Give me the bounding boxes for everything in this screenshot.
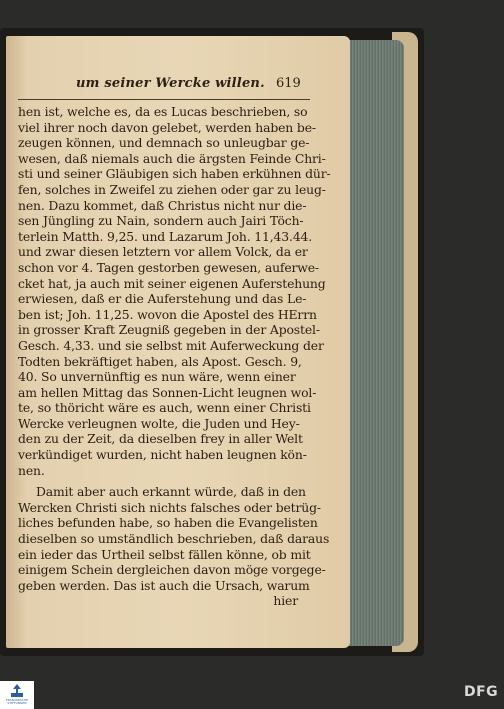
paragraph-1 [18,104,331,478]
running-head: um seiner Wercke willen. [76,76,265,91]
institution-name-line: FRANCKESCHE [5,698,29,702]
text-line: in grosser Kraft Zeugniß gegeben in der Apostel- [18,322,320,338]
text-line: liches befunden habe, so haben die Evangelisten [18,515,318,531]
text-line: dieselben so umständlich beschrieben, daß daraus [18,531,330,547]
institution-name-line: STIFTUNGEN [7,701,27,706]
page-number: 619 [276,76,301,91]
text-line: 40. So unvernünftig es nun wäre, wenn einer [18,369,296,385]
text-line: am hellen Mittag das Sonnen-Licht leugnen wol- [18,384,317,400]
text-line: ein ieder das Urtheil selbst fällen könne, ob mit [18,546,311,562]
dfg-logo: DFG [464,684,499,700]
text-line: cket hat, ja auch mit seiner eigenen Auferstehung [18,275,326,291]
text-line: Wercken Christi sich nichts falsches oder betrüg- [18,499,321,515]
franckesche-stiftungen-emblem-icon [4,683,30,699]
text-line: sti und seiner Gläubigen sich haben erkühnen dür- [18,166,331,182]
text-line: viel ihrer noch davon gelebet, werden haben be- [18,119,316,135]
page-header [18,74,304,104]
text-line: te, so thöricht wäre es auch, wenn einer Christi [18,400,311,416]
institution-name [2,699,32,706]
text-line: erwiesen, daß er die Auferstehung und das Le- [18,291,307,307]
catchword: hier [273,593,298,609]
institution-logo [0,681,34,709]
text-line: schon vor 4. Tagen gestorben gewesen, auferwe- [18,259,319,275]
text-line: ben ist; Joh. 11,25. wovon die Apostel des HErrn [18,306,317,322]
text-line: Gesch. 4,33. und sie selbst mit Auferweckung der [18,337,324,353]
text-line: terlein Matth. 9,25. und Lazarum Joh. 11,43.44. [18,228,313,244]
text-line: Todten bekräftiget haben, als Apost. Gesch. 9, [18,353,302,369]
book-page [6,36,350,648]
text-line: nen. Dazu kommet, daß Christus nicht nur die- [18,197,307,213]
text-line: nen. [18,462,45,478]
text-line: einigem Schein dergleichen davon möge vorgege- [18,562,326,578]
header-rule [18,99,310,100]
text-line: geben werden. Das ist auch die Ursach, warum [18,577,310,593]
text-line: verkündiget wurden, nicht haben leugnen kön- [18,447,307,463]
text-line: fen, solches in Zweifel zu ziehen oder gar zu leug- [18,181,326,197]
text-block [18,74,331,609]
text-line: Damit aber auch erkannt würde, daß in den [36,484,306,500]
text-line: den zu der Zeit, da dieselben frey in aller Welt [18,431,303,447]
paragraph-2 [18,484,330,593]
text-line: wesen, daß niemals auch die ärgsten Feinde Chri- [18,150,326,166]
text-line: zeugen können, und demnach so unleugbar ge- [18,135,310,151]
text-line: und zwar diesen letztern vor allem Volck, da er [18,244,308,260]
text-line: hen ist, welche es, da es Lucas beschrieben, so [18,104,308,119]
text-line: sen Jüngling zu Nain, sondern auch Jairi Töch- [18,213,304,229]
text-line: Wercke verleugnen wolte, die Juden und Hey- [18,415,300,431]
